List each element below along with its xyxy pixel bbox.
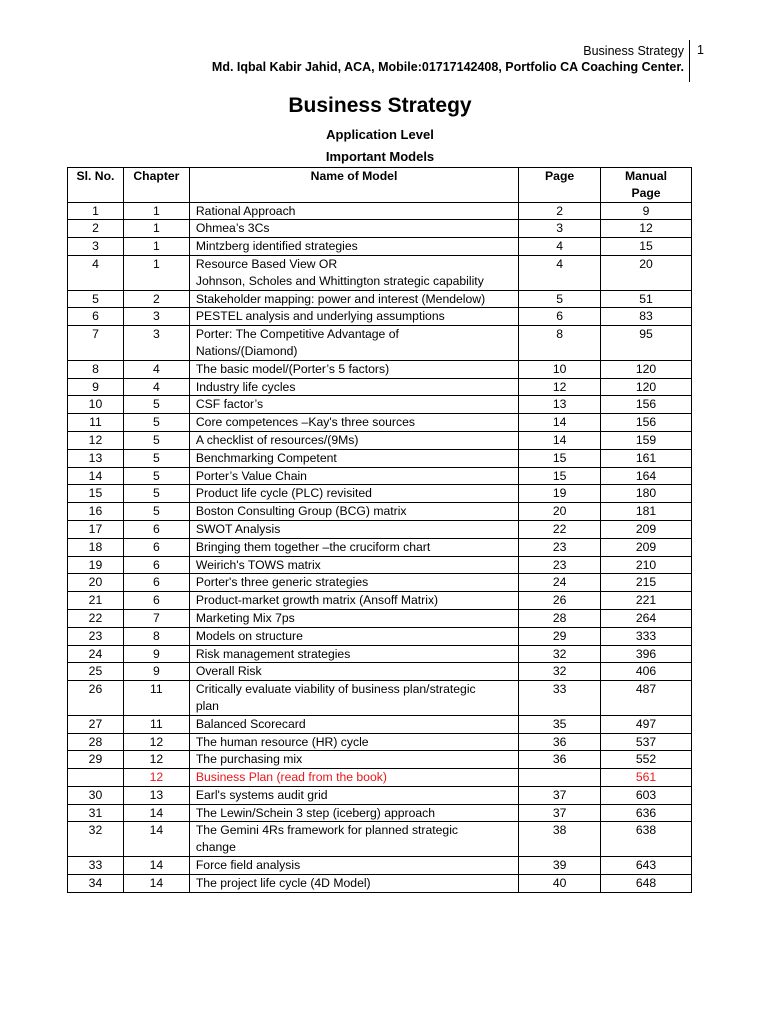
cell-model-name: Critically evaluate viability of business plan/strategic plan bbox=[189, 681, 518, 716]
cell-manual-page: 164 bbox=[601, 467, 692, 485]
cell-manual-page: 333 bbox=[601, 627, 692, 645]
cell-chapter: 6 bbox=[123, 574, 189, 592]
table-row bbox=[68, 378, 692, 396]
cell-chapter: 8 bbox=[123, 627, 189, 645]
cell-sl-no: 14 bbox=[68, 467, 124, 485]
cell-model-name: Force field analysis bbox=[189, 857, 518, 875]
cell-chapter: 11 bbox=[123, 715, 189, 733]
cell-sl-no: 28 bbox=[68, 733, 124, 751]
cell-page: 26 bbox=[519, 592, 601, 610]
cell-chapter: 6 bbox=[123, 592, 189, 610]
cell-manual-page: 497 bbox=[601, 715, 692, 733]
cell-manual-page: 181 bbox=[601, 503, 692, 521]
col-header-name: Name of Model bbox=[189, 168, 518, 203]
cell-manual-page: 156 bbox=[601, 414, 692, 432]
cell-sl-no: 22 bbox=[68, 609, 124, 627]
cell-manual-page: 15 bbox=[601, 238, 692, 256]
cell-manual-page: 487 bbox=[601, 681, 692, 716]
cell-page: 23 bbox=[519, 538, 601, 556]
cell-model-name: Product-market growth matrix (Ansoff Matrix) bbox=[189, 592, 518, 610]
cell-sl-no: 34 bbox=[68, 874, 124, 892]
cell-model-name: Porter: The Competitive Advantage of Nations/(Diamond) bbox=[189, 326, 518, 361]
cell-chapter: 5 bbox=[123, 467, 189, 485]
cell-page: 2 bbox=[519, 202, 601, 220]
table-header-row bbox=[68, 168, 692, 203]
table-row bbox=[68, 857, 692, 875]
cell-page: 36 bbox=[519, 733, 601, 751]
table-row bbox=[68, 556, 692, 574]
cell-model-name: Industry life cycles bbox=[189, 378, 518, 396]
table-row bbox=[68, 449, 692, 467]
cell-manual-page: 83 bbox=[601, 308, 692, 326]
table-row bbox=[68, 414, 692, 432]
table-row bbox=[68, 769, 692, 787]
cell-manual-page: 9 bbox=[601, 202, 692, 220]
cell-model-name: Porter's three generic strategies bbox=[189, 574, 518, 592]
cell-page: 14 bbox=[519, 431, 601, 449]
cell-page: 6 bbox=[519, 308, 601, 326]
cell-sl-no: 17 bbox=[68, 520, 124, 538]
header-doc-title: Business Strategy bbox=[583, 44, 684, 58]
cell-sl-no: 24 bbox=[68, 645, 124, 663]
table-row bbox=[68, 645, 692, 663]
cell-manual-page: 643 bbox=[601, 857, 692, 875]
cell-model-name: Porter’s Value Chain bbox=[189, 467, 518, 485]
cell-sl-no: 31 bbox=[68, 804, 124, 822]
cell-manual-page: 95 bbox=[601, 326, 692, 361]
models-table bbox=[67, 167, 692, 893]
cell-chapter: 5 bbox=[123, 503, 189, 521]
cell-model-name: Models on structure bbox=[189, 627, 518, 645]
cell-chapter: 12 bbox=[123, 733, 189, 751]
table-row bbox=[68, 202, 692, 220]
cell-sl-no: 27 bbox=[68, 715, 124, 733]
table-row bbox=[68, 715, 692, 733]
cell-page: 24 bbox=[519, 574, 601, 592]
cell-chapter: 1 bbox=[123, 238, 189, 256]
cell-sl-no: 10 bbox=[68, 396, 124, 414]
table-row bbox=[68, 255, 692, 290]
cell-chapter: 7 bbox=[123, 609, 189, 627]
cell-sl-no: 2 bbox=[68, 220, 124, 238]
cell-page: 40 bbox=[519, 874, 601, 892]
cell-model-name: The Lewin/Schein 3 step (iceberg) approach bbox=[189, 804, 518, 822]
cell-manual-page: 209 bbox=[601, 520, 692, 538]
cell-sl-no: 1 bbox=[68, 202, 124, 220]
cell-chapter: 4 bbox=[123, 360, 189, 378]
header-author-line: Md. Iqbal Kabir Jahid, ACA, Mobile:01717142408, Portfolio CA Coaching Center. bbox=[211, 60, 684, 74]
cell-model-name: Stakeholder mapping: power and interest (Mendelow) bbox=[189, 290, 518, 308]
page-title: Business Strategy bbox=[288, 94, 472, 117]
cell-model-name: CSF factor’s bbox=[189, 396, 518, 414]
cell-page: 28 bbox=[519, 609, 601, 627]
cell-sl-no: 12 bbox=[68, 431, 124, 449]
cell-model-name: Business Plan (read from the book) bbox=[189, 769, 518, 787]
table-row bbox=[68, 786, 692, 804]
table-row bbox=[68, 485, 692, 503]
cell-model-name: Overall Risk bbox=[189, 663, 518, 681]
cell-chapter: 14 bbox=[123, 874, 189, 892]
table-row bbox=[68, 822, 692, 857]
cell-sl-no: 33 bbox=[68, 857, 124, 875]
cell-chapter: 1 bbox=[123, 202, 189, 220]
cell-page: 12 bbox=[519, 378, 601, 396]
cell-chapter: 9 bbox=[123, 663, 189, 681]
cell-chapter: 5 bbox=[123, 431, 189, 449]
table-row bbox=[68, 663, 692, 681]
table-row bbox=[68, 751, 692, 769]
cell-chapter: 14 bbox=[123, 822, 189, 857]
cell-model-name: Product life cycle (PLC) revisited bbox=[189, 485, 518, 503]
cell-sl-no: 20 bbox=[68, 574, 124, 592]
cell-model-name: Core competences –Kay's three sources bbox=[189, 414, 518, 432]
cell-chapter: 5 bbox=[123, 396, 189, 414]
cell-manual-page: 156 bbox=[601, 396, 692, 414]
cell-sl-no: 13 bbox=[68, 449, 124, 467]
cell-manual-page: 120 bbox=[601, 360, 692, 378]
cell-page: 36 bbox=[519, 751, 601, 769]
cell-page: 32 bbox=[519, 645, 601, 663]
cell-sl-no: 19 bbox=[68, 556, 124, 574]
cell-chapter: 3 bbox=[123, 308, 189, 326]
cell-model-name: The purchasing mix bbox=[189, 751, 518, 769]
table-row bbox=[68, 308, 692, 326]
cell-model-name: PESTEL analysis and underlying assumptions bbox=[189, 308, 518, 326]
cell-sl-no: 5 bbox=[68, 290, 124, 308]
cell-page: 13 bbox=[519, 396, 601, 414]
cell-manual-page: 603 bbox=[601, 786, 692, 804]
table-row bbox=[68, 290, 692, 308]
cell-model-name: Boston Consulting Group (BCG) matrix bbox=[189, 503, 518, 521]
cell-page: 19 bbox=[519, 485, 601, 503]
cell-chapter: 1 bbox=[123, 255, 189, 290]
cell-model-name: The Gemini 4Rs framework for planned strategic change bbox=[189, 822, 518, 857]
cell-page: 29 bbox=[519, 627, 601, 645]
cell-manual-page: 552 bbox=[601, 751, 692, 769]
cell-chapter: 14 bbox=[123, 857, 189, 875]
table-row bbox=[68, 431, 692, 449]
cell-manual-page: 161 bbox=[601, 449, 692, 467]
cell-model-name: Marketing Mix 7ps bbox=[189, 609, 518, 627]
subtitle-models: Important Models bbox=[325, 149, 435, 164]
cell-page: 8 bbox=[519, 326, 601, 361]
cell-page: 38 bbox=[519, 822, 601, 857]
cell-chapter: 1 bbox=[123, 220, 189, 238]
cell-manual-page: 561 bbox=[601, 769, 692, 787]
cell-model-name: SWOT Analysis bbox=[189, 520, 518, 538]
cell-sl-no: 25 bbox=[68, 663, 124, 681]
cell-sl-no: 6 bbox=[68, 308, 124, 326]
cell-manual-page: 210 bbox=[601, 556, 692, 574]
cell-sl-no: 7 bbox=[68, 326, 124, 361]
cell-chapter: 2 bbox=[123, 290, 189, 308]
cell-model-name: Mintzberg identified strategies bbox=[189, 238, 518, 256]
cell-sl-no: 21 bbox=[68, 592, 124, 610]
cell-manual-page: 120 bbox=[601, 378, 692, 396]
table-row bbox=[68, 520, 692, 538]
col-header-page: Page bbox=[519, 168, 601, 203]
table-row bbox=[68, 627, 692, 645]
cell-page: 20 bbox=[519, 503, 601, 521]
cell-model-name: Risk management strategies bbox=[189, 645, 518, 663]
cell-sl-no: 9 bbox=[68, 378, 124, 396]
cell-sl-no: 23 bbox=[68, 627, 124, 645]
cell-manual-page: 215 bbox=[601, 574, 692, 592]
cell-manual-page: 406 bbox=[601, 663, 692, 681]
table-row bbox=[68, 733, 692, 751]
cell-chapter: 11 bbox=[123, 681, 189, 716]
cell-sl-no: 4 bbox=[68, 255, 124, 290]
table-row bbox=[68, 574, 692, 592]
table-body bbox=[68, 202, 692, 892]
cell-manual-page: 180 bbox=[601, 485, 692, 503]
cell-chapter: 12 bbox=[123, 751, 189, 769]
cell-page: 3 bbox=[519, 220, 601, 238]
subtitle-level: Application Level bbox=[326, 127, 434, 142]
cell-model-name: A checklist of resources/(9Ms) bbox=[189, 431, 518, 449]
cell-chapter: 12 bbox=[123, 769, 189, 787]
cell-page: 14 bbox=[519, 414, 601, 432]
cell-page: 33 bbox=[519, 681, 601, 716]
table-row bbox=[68, 804, 692, 822]
cell-chapter: 6 bbox=[123, 520, 189, 538]
cell-manual-page: 51 bbox=[601, 290, 692, 308]
cell-chapter: 9 bbox=[123, 645, 189, 663]
cell-sl-no: 26 bbox=[68, 681, 124, 716]
cell-model-name: Resource Based View OR Johnson, Scholes and Whittington strategic capability bbox=[189, 255, 518, 290]
cell-sl-no: 16 bbox=[68, 503, 124, 521]
cell-chapter: 6 bbox=[123, 538, 189, 556]
cell-page bbox=[519, 769, 601, 787]
cell-page: 22 bbox=[519, 520, 601, 538]
col-header-manual-page: Manual Page bbox=[601, 168, 692, 203]
cell-manual-page: 209 bbox=[601, 538, 692, 556]
col-header-sl: Sl. No. bbox=[68, 168, 124, 203]
cell-manual-page: 12 bbox=[601, 220, 692, 238]
cell-sl-no: 11 bbox=[68, 414, 124, 432]
cell-model-name: Weirich's TOWS matrix bbox=[189, 556, 518, 574]
cell-manual-page: 221 bbox=[601, 592, 692, 610]
table-row bbox=[68, 238, 692, 256]
cell-page: 37 bbox=[519, 804, 601, 822]
cell-manual-page: 396 bbox=[601, 645, 692, 663]
cell-page: 5 bbox=[519, 290, 601, 308]
table-row bbox=[68, 538, 692, 556]
cell-chapter: 5 bbox=[123, 449, 189, 467]
cell-page: 15 bbox=[519, 449, 601, 467]
cell-sl-no: 18 bbox=[68, 538, 124, 556]
cell-page: 10 bbox=[519, 360, 601, 378]
cell-chapter: 14 bbox=[123, 804, 189, 822]
cell-chapter: 5 bbox=[123, 485, 189, 503]
cell-model-name: Balanced Scorecard bbox=[189, 715, 518, 733]
cell-page: 32 bbox=[519, 663, 601, 681]
cell-chapter: 6 bbox=[123, 556, 189, 574]
cell-model-name: The human resource (HR) cycle bbox=[189, 733, 518, 751]
cell-chapter: 13 bbox=[123, 786, 189, 804]
cell-sl-no: 3 bbox=[68, 238, 124, 256]
cell-model-name: Benchmarking Competent bbox=[189, 449, 518, 467]
cell-page: 37 bbox=[519, 786, 601, 804]
cell-chapter: 4 bbox=[123, 378, 189, 396]
cell-model-name: Bringing them together –the cruciform chart bbox=[189, 538, 518, 556]
cell-chapter: 5 bbox=[123, 414, 189, 432]
cell-manual-page: 20 bbox=[601, 255, 692, 290]
cell-manual-page: 636 bbox=[601, 804, 692, 822]
running-header bbox=[212, 43, 684, 75]
header-divider bbox=[689, 40, 690, 82]
cell-model-name: Ohmea’s 3Cs bbox=[189, 220, 518, 238]
cell-sl-no: 32 bbox=[68, 822, 124, 857]
cell-sl-no: 8 bbox=[68, 360, 124, 378]
cell-manual-page: 537 bbox=[601, 733, 692, 751]
table-row bbox=[68, 326, 692, 361]
page-number: 1 bbox=[697, 43, 704, 57]
cell-sl-no bbox=[68, 769, 124, 787]
col-header-chapter: Chapter bbox=[123, 168, 189, 203]
table-row bbox=[68, 609, 692, 627]
cell-sl-no: 30 bbox=[68, 786, 124, 804]
cell-model-name: The basic model/(Porter’s 5 factors) bbox=[189, 360, 518, 378]
cell-sl-no: 29 bbox=[68, 751, 124, 769]
table-row bbox=[68, 874, 692, 892]
table-row bbox=[68, 220, 692, 238]
cell-page: 39 bbox=[519, 857, 601, 875]
cell-model-name: Rational Approach bbox=[189, 202, 518, 220]
cell-chapter: 3 bbox=[123, 326, 189, 361]
cell-manual-page: 648 bbox=[601, 874, 692, 892]
table-row bbox=[68, 503, 692, 521]
cell-page: 4 bbox=[519, 238, 601, 256]
table-row bbox=[68, 592, 692, 610]
cell-manual-page: 264 bbox=[601, 609, 692, 627]
cell-sl-no: 15 bbox=[68, 485, 124, 503]
cell-model-name: The project life cycle (4D Model) bbox=[189, 874, 518, 892]
cell-page: 23 bbox=[519, 556, 601, 574]
cell-model-name: Earl's systems audit grid bbox=[189, 786, 518, 804]
cell-page: 4 bbox=[519, 255, 601, 290]
table-row bbox=[68, 360, 692, 378]
cell-page: 35 bbox=[519, 715, 601, 733]
cell-manual-page: 638 bbox=[601, 822, 692, 857]
table-row bbox=[68, 681, 692, 716]
table-row bbox=[68, 396, 692, 414]
cell-page: 15 bbox=[519, 467, 601, 485]
cell-manual-page: 159 bbox=[601, 431, 692, 449]
table-row bbox=[68, 467, 692, 485]
